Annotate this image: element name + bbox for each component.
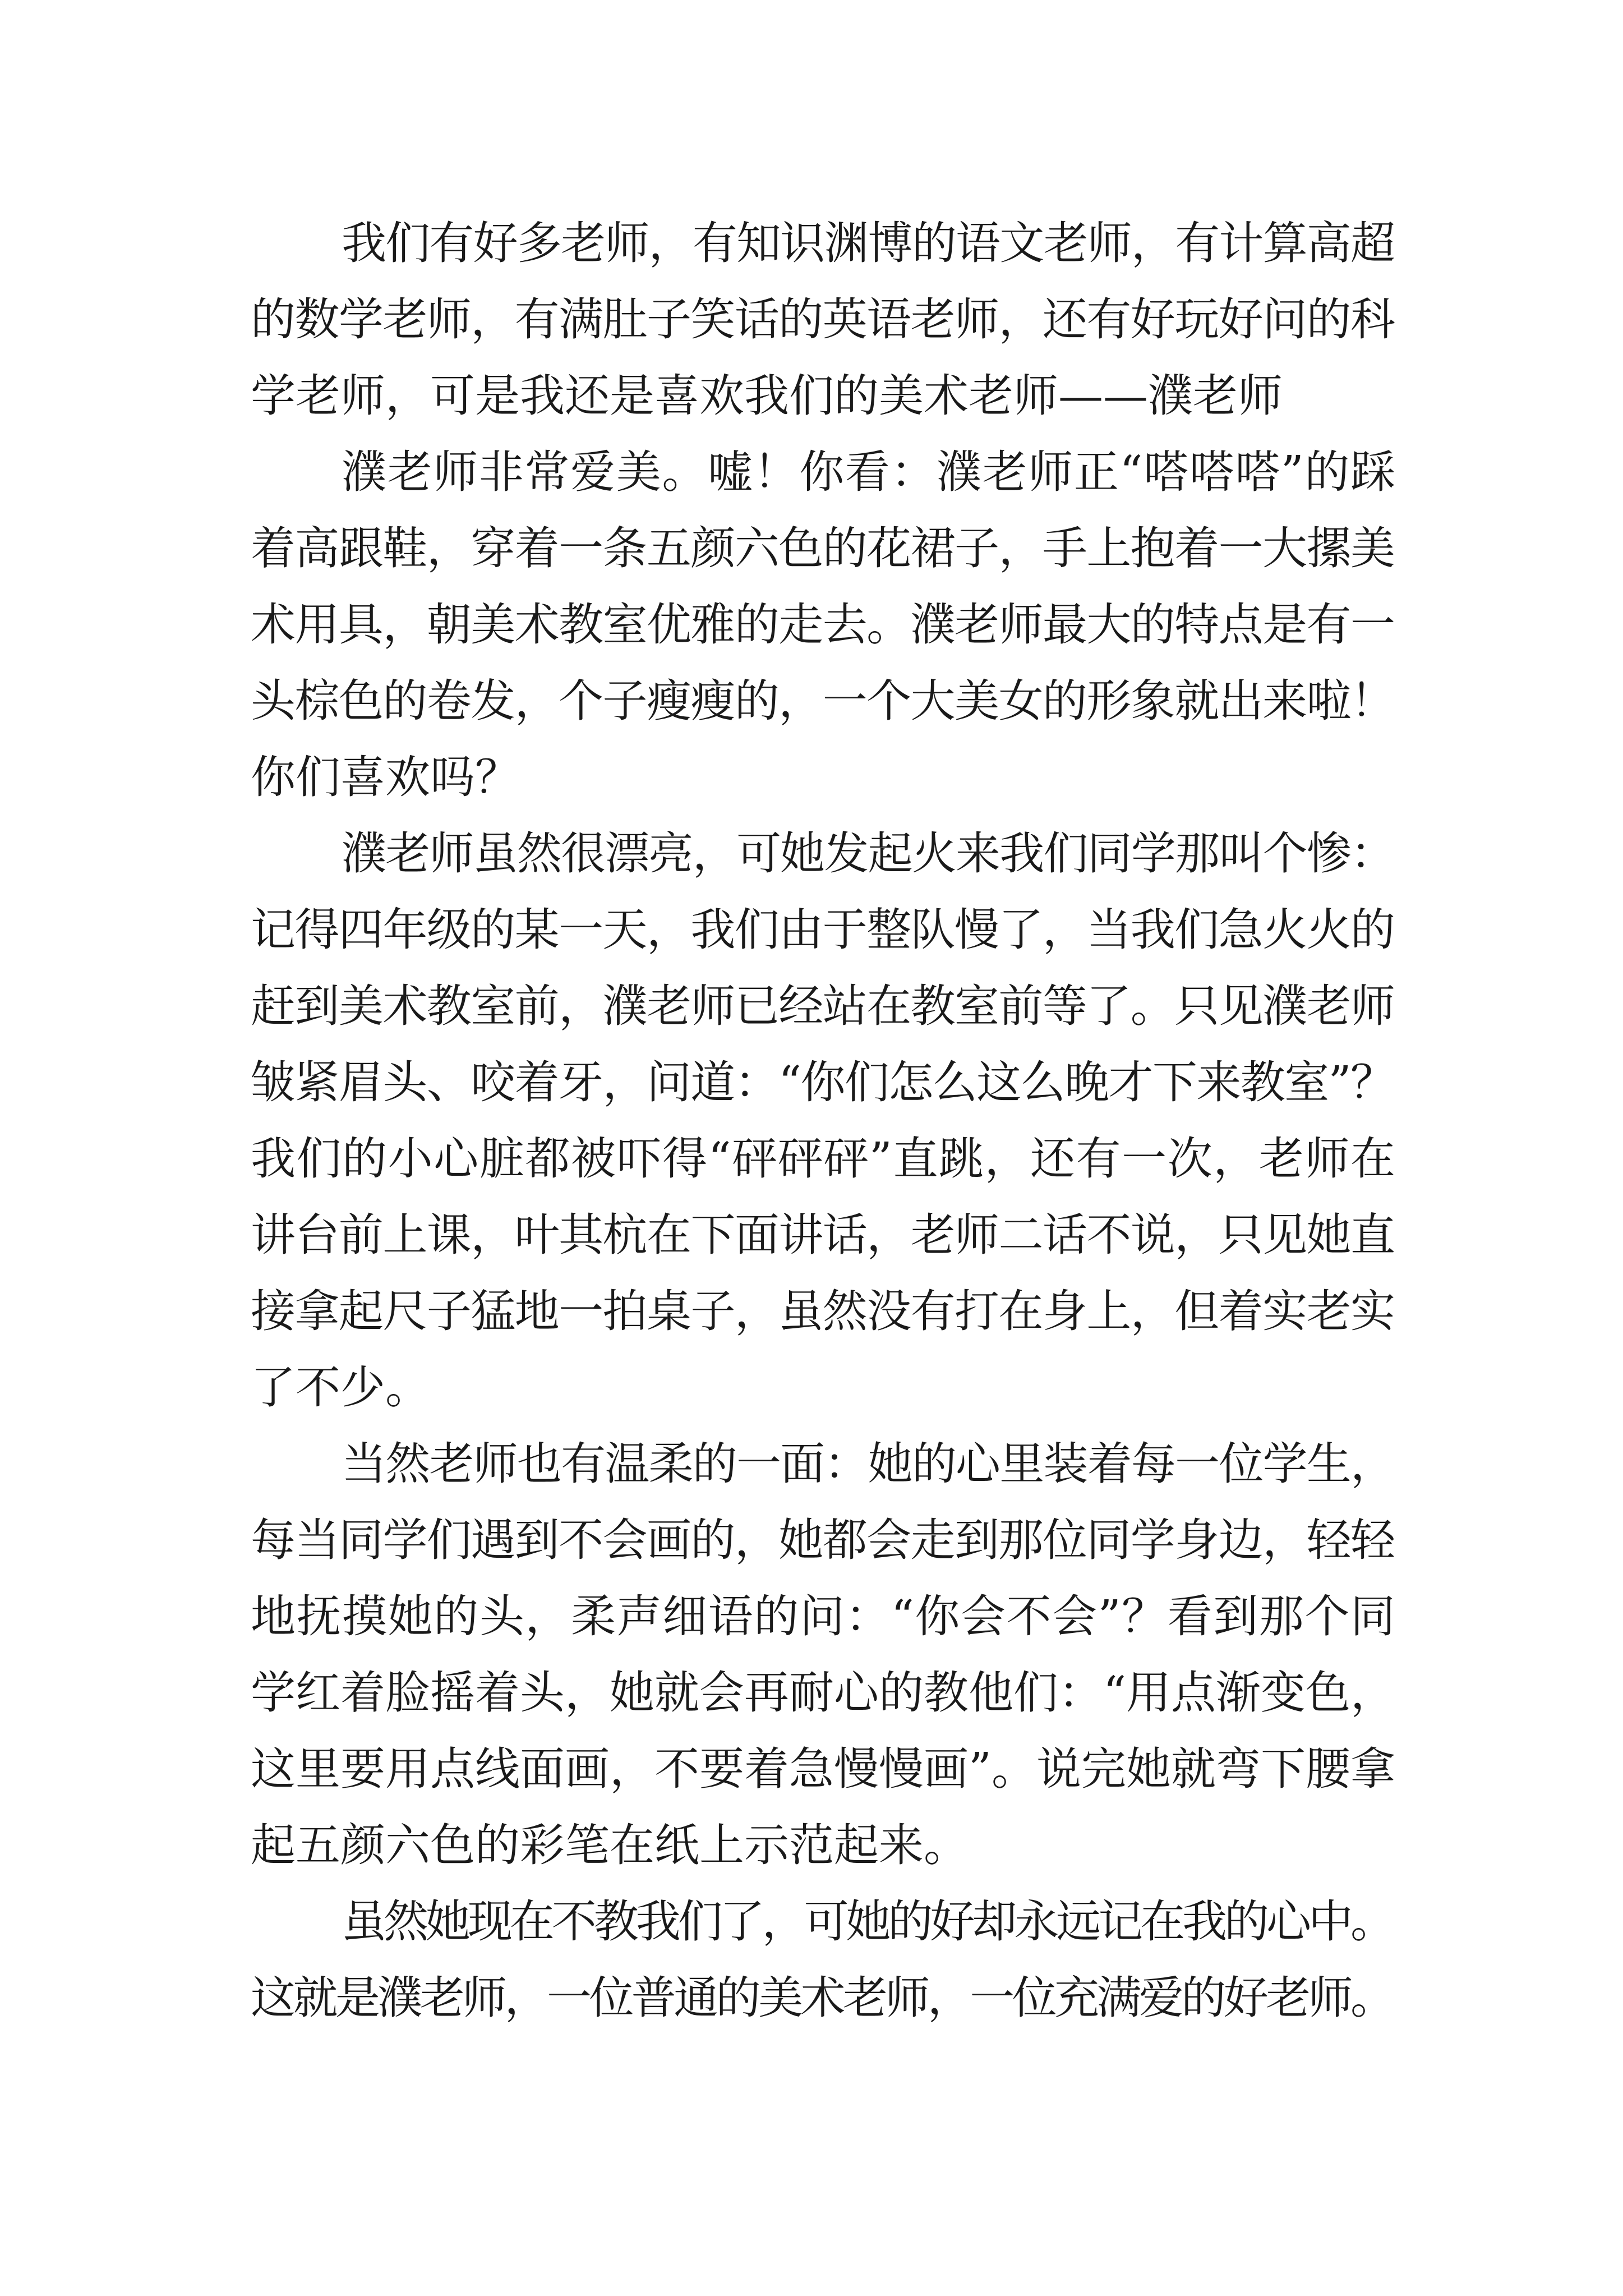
text-line: 学老师，可是我还是喜欢我们的美术老师——濮老师: [251, 370, 1283, 422]
paragraph-1: [251, 205, 1392, 434]
text-line: 术用具，朝美术教室优雅的走去。濮老师最大的特点是有一: [251, 599, 1392, 651]
text-line: 起五颜六色的彩笔在纸上示范起来。: [251, 1819, 969, 1871]
text-line: 我们的小心脏都被吓得“砰砰砰”直跳，还有一次，老师在: [251, 1133, 1392, 1185]
text-line: 讲台前上课，叶其杭在下面讲话，老师二话不说，只见她直: [251, 1209, 1392, 1261]
text-line: 濮老师非常爱美。嘘！你看：濮老师正“嗒嗒嗒”的踩: [342, 446, 1392, 498]
text-line: 地抚摸她的头，柔声细语的问：“你会不会”？看到那个同: [251, 1590, 1392, 1642]
text-line: 学红着脸摇着头，她就会再耐心的教他们：“用点渐变色，: [251, 1667, 1392, 1719]
text-line: 记得四年级的某一天，我们由于整队慢了，当我们急火火的: [251, 904, 1392, 956]
paragraph-5: [251, 1884, 1392, 2036]
text-line: 头棕色的卷发，个子瘦瘦的，一个大美女的形象就出来啦！: [251, 675, 1392, 727]
text-line: 濮老师虽然很漂亮，可她发起火来我们同学那叫个惨：: [342, 827, 1392, 880]
text-line: 这就是濮老师，一位普通的美术老师，一位充满爱的好老师。: [251, 1972, 1392, 2024]
text-line: 每当同学们遇到不会画的，她都会走到那位同学身边，轻轻: [251, 1514, 1392, 1566]
text-line: 皱紧眉头、咬着牙，问道：“你们怎么这么晚才下来教室”？: [251, 1056, 1392, 1108]
text-line: 当然老师也有温柔的一面：她的心里装着每一位学生，: [342, 1438, 1392, 1490]
paragraph-4: [251, 1426, 1392, 1884]
text-line: 接拿起尺子猛地一拍桌子，虽然没有打在身上，但着实老实: [251, 1285, 1392, 1337]
text-line: 这里要用点线面画，不要着急慢慢画”。说完她就弯下腰拿: [251, 1743, 1392, 1795]
text-line: 的数学老师，有满肚子笑话的英语老师，还有好玩好问的科: [251, 293, 1392, 346]
text-line: 了不少。: [251, 1361, 430, 1414]
paragraph-2: [251, 434, 1392, 816]
paragraph-3: [251, 816, 1392, 1426]
text-line: 我们有好多老师，有知识渊博的语文老师，有计算高超: [342, 217, 1392, 269]
text-line: 着高跟鞋，穿着一条五颜六色的花裙子，手上抱着一大摞美: [251, 522, 1392, 574]
text-line: 虽然她现在不教我们了，可她的好却永远记在我的心中。: [342, 1895, 1392, 1948]
text-line: 赶到美术教室前，濮老师已经站在教室前等了。只见濮老师: [251, 980, 1392, 1032]
text-line: 你们喜欢吗？: [251, 751, 520, 803]
essay-body: [251, 205, 1392, 2036]
